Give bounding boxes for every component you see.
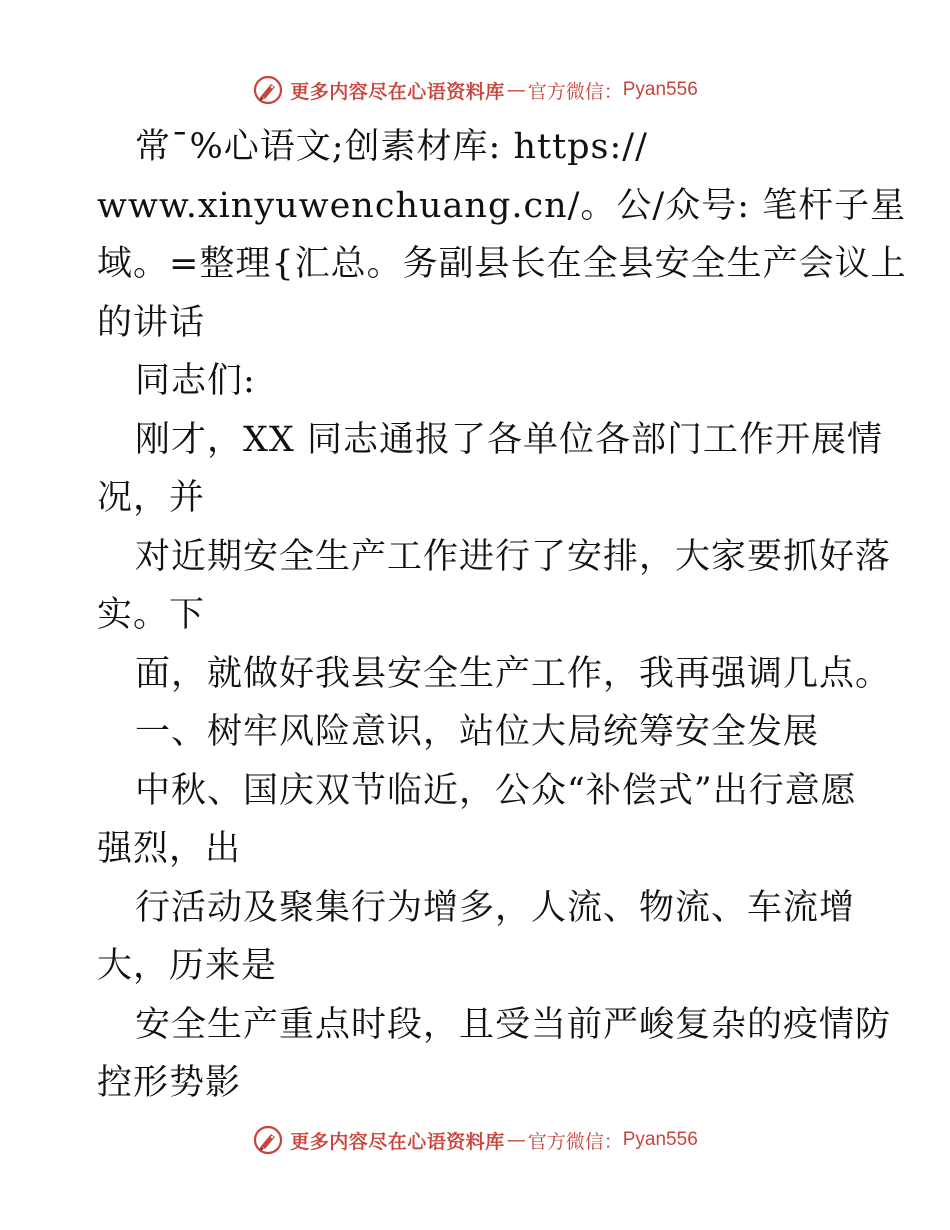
pen-nib-logo-icon [252, 1124, 284, 1156]
banner-wechat-label: 官方微信： [527, 80, 623, 103]
banner-text: 更多内容尽在心语资料库 [290, 1130, 505, 1153]
banner-dash: — [506, 1129, 526, 1151]
footer-banner [0, 1120, 950, 1160]
text-line: 控形势影 [97, 1063, 242, 1103]
text-line: 面，就做好我县安全生产工作，我再强调几点。 [135, 653, 892, 694]
text-line: 况，并 [97, 478, 206, 518]
banner-dash: — [506, 79, 526, 101]
text-line: 刚才，XX 同志通报了各单位各部门工作开展情 [135, 419, 883, 460]
banner-wechat-id: Pyan556 [622, 1129, 698, 1150]
header-banner [0, 70, 950, 110]
banner-text: 更多内容尽在心语资料库 [290, 80, 505, 103]
text-line: 同志们: [135, 361, 256, 401]
banner-wechat-id: Pyan556 [622, 79, 698, 100]
text-line: 域。=整理{汇总。务副县长在全县安全生产会议上 [97, 244, 907, 284]
text-line: 强烈，出 [97, 829, 242, 869]
text-line: 对近期安全生产工作进行了安排，大家要抓好落 [135, 536, 892, 577]
pen-nib-logo-icon [252, 74, 284, 106]
text-line: 中秋、国庆双节临近，公众“补偿式”出行意愿 [135, 770, 857, 811]
text-line: 实。下 [97, 595, 206, 635]
text-line: 行活动及聚集行为增多，人流、物流、车流增 [135, 887, 856, 928]
text-line: 的讲话 [97, 302, 206, 343]
text-line: www.xinyuwenchuang.cn/。公/众号: 笔杆子星 [97, 185, 907, 226]
banner-wechat-label: 官方微信： [527, 1130, 623, 1153]
text-line: 一、树牢风险意识，站位大局统筹安全发展 [135, 712, 820, 752]
text-line: 大，历来是 [97, 946, 278, 986]
document-body [97, 118, 907, 1113]
text-line: 安全生产重点时段，且受当前严峻复杂的疫情防 [135, 1004, 892, 1045]
text-line: 常¯%心语文;创素材库: https:// [135, 127, 648, 167]
